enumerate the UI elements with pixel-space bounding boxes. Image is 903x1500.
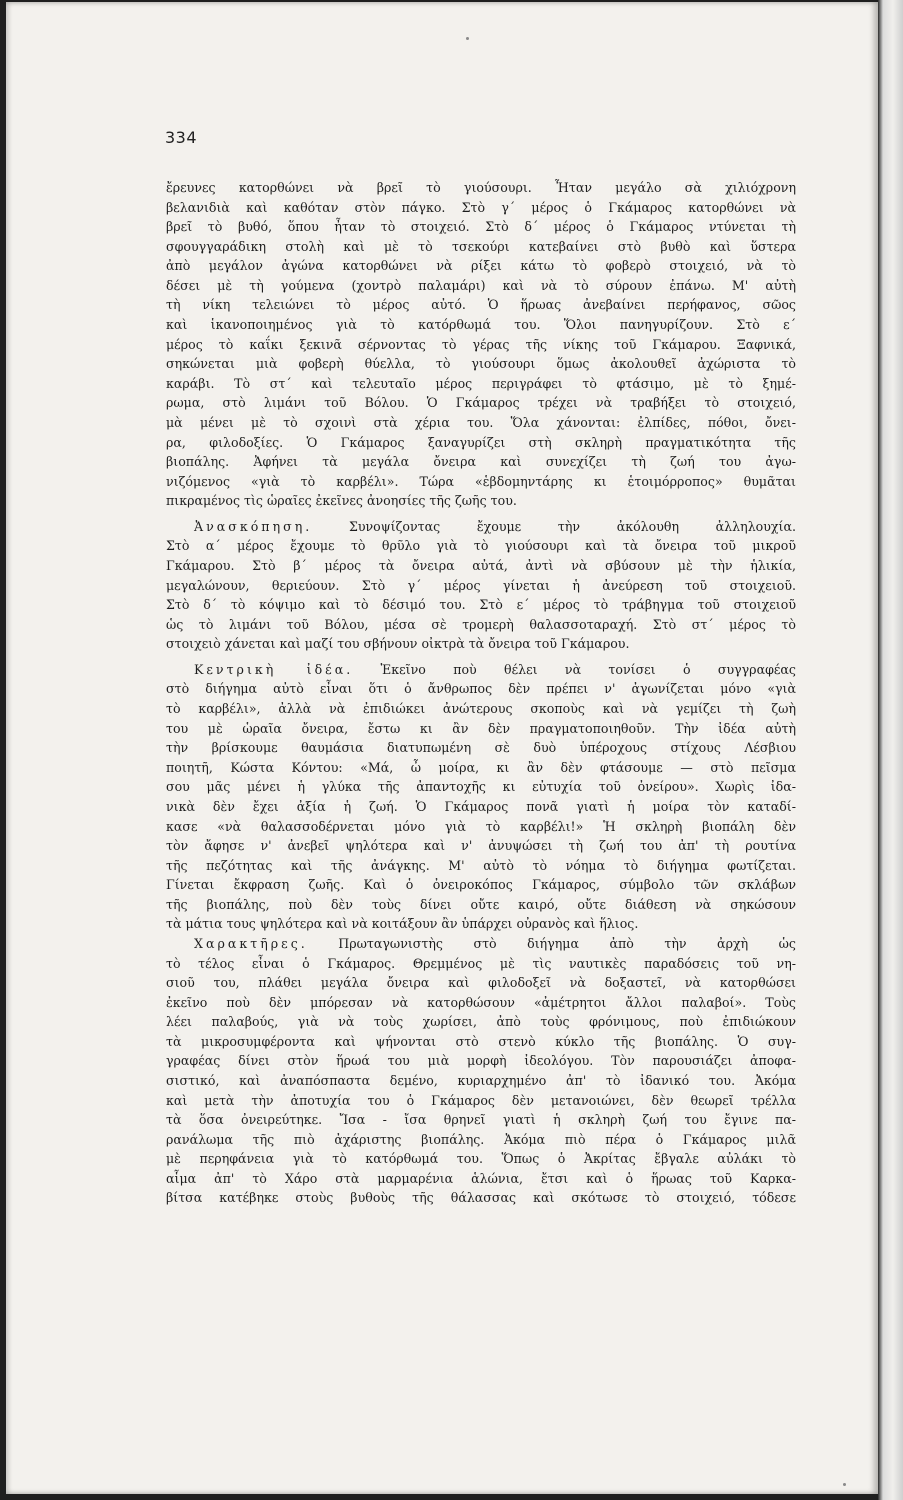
- paragraph-review: [166, 517, 796, 654]
- text-line: τὰ μάτια τους ψηλότερα καὶ νὰ κοιτάξουν ἂν ὑπάρχει οὐρανὸς καὶ ἥλιος.: [166, 916, 639, 932]
- section-heading: Χαρακτῆρες.: [194, 935, 308, 951]
- text-line: τὸ καρβέλι», ἀλλὰ νὰ ἐπιδιώκει ἀνώτερους σκοποὺς καὶ νὰ γεμίζει τὴ ζωὴ: [166, 701, 796, 717]
- text-line: μὰ μένει μὲ τὸ σχοινὶ στὰ χέρια του. Ὅλα χάνονται: ἐλπίδες, πόθοι, ὄνει-: [166, 414, 796, 430]
- text-line: μεγαλώνουν, θεριεύουν. Στὸ γ΄ μέρος γίνεται ἡ ἀνεύρεση τοῦ στοιχειοῦ.: [166, 577, 796, 593]
- text-line: γραφέας δίνει στὸν ἥρωά του μιὰ μορφὴ ἰδεολόγου. Τὸν παρουσιάζει ἀποφα-: [166, 1053, 796, 1069]
- text-line: καράβι. Τὸ στ΄ καὶ τελευταῖο μέρος περιγράφει τὸ φτάσιμο, μὲ τὸ ξημέ-: [166, 375, 796, 391]
- text-line: Κεντρικὴ ἰδέα. Ἐκεῖνο ποὺ θέλει νὰ τονίσει ὁ συγγραφέας: [194, 661, 796, 677]
- text-line: ρα, φιλοδοξίες. Ὁ Γκάμαρος ξαναγυρίζει στὴ σκληρὴ πραγματικότητα τῆς: [166, 434, 796, 450]
- text-line: τὴν βρίσκουμε θαυμάσια διατυπωμένη σὲ δυὸ ὑπέροχους στίχους Λέσβιου: [166, 740, 796, 756]
- text-line: τῆς βιοπάλης, ποὺ δὲν τοὺς δίνει οὔτε καιρό, οὔτε διάθεση νὰ σηκώσουν: [166, 896, 796, 912]
- text-line: Χαρακτῆρες. Πρωταγωνιστὴς στὸ διήγημα ἀπὸ τὴν ἀρχὴ ὡς: [194, 935, 796, 951]
- text-line: μὲ περηφάνεια γιὰ τὸ κατόρθωμά του. Ὅπως ὁ Ἀκρίτας ἔβγαλε αὐλάκι τὸ: [166, 1151, 796, 1167]
- text-line: σιστικό, καὶ ἀναπόσπαστα δεμένο, κυριαρχημένο ἀπ' τὸ ἰδανικό του. Ἀκόμα: [166, 1073, 796, 1089]
- text-line: ἐκεῖνο ποὺ δὲν μπόρεσαν νὰ κατορθώσουν «ἀμέτρητοι ἄλλοι παλαβοί». Τοὺς: [166, 994, 796, 1010]
- paragraph-plot-summary: [166, 178, 796, 511]
- text-line: ἀπὸ μεγάλον ἀγώνα κατορθώνει νὰ ρίξει κάτω τὸ φοβερὸ στοιχειό, νὰ τὸ: [166, 258, 796, 274]
- section-heading: Κεντρικὴ ἰδέα.: [194, 661, 354, 677]
- text-line: σφουγγαράδικη στολὴ καὶ μὲ τὸ τσεκούρι κατεβαίνει στὸ βυθὸ καὶ ὕστερα: [166, 238, 796, 254]
- speck: [466, 37, 469, 40]
- text-line: του μὲ ὡραῖα ὄνειρα, ἔστω κι ἂν δὲν πραγματοποιηθοῦν. Τὴν ἰδέα αὐτὴ: [166, 720, 796, 736]
- text-line: σιοῦ του, πλάθει μεγάλα ὄνειρα καὶ φιλοδοξεῖ νὰ δοξαστεῖ, νὰ κατορθώσει: [166, 975, 796, 991]
- text-line: ρωμα, στὸ λιμάνι τοῦ Βόλου. Ὁ Γκάμαρος τρέχει νὰ τραβήξει τὸ στοιχειό,: [166, 395, 796, 411]
- page-number: 334: [165, 128, 198, 147]
- text-line: μέρος τὸ καΐκι ξεκινᾶ σέρνοντας τὸ γέρας τῆς νίκης τοῦ Γκάμαρου. Ξαφνικά,: [166, 336, 796, 352]
- text-line: ποιητῆ, Κώστα Κόντου: «Μά, ὦ μοίρα, κι ἂν δὲν φτάσουμε — στὸ πεῖσμα: [166, 759, 796, 775]
- text-line: καὶ ἱκανοποιημένος γιὰ τὸ κατόρθωμά του. Ὅλοι πανηγυρίζουν. Στὸ ε΄: [166, 317, 796, 333]
- text-line: σου μᾶς μένει ἡ γλύκα τῆς ἀπαντοχῆς κι εὐτυχία τοῦ ὀνείρου». Χωρὶς ἰδα-: [166, 779, 796, 795]
- text-line: πικραμένος τὶς ὡραῖες ἐκεῖνες ἀνοησίες τῆς ζωῆς του.: [166, 493, 517, 509]
- paragraph-characters: [166, 934, 796, 1208]
- text-line: τὸν ἄφησε ν' ἀνεβεῖ ψηλότερα καὶ ν' ἀνυψώσει τὴ ζωή του ἀπ' τὴ ρουτίνα: [166, 838, 796, 854]
- text-line: σηκώνεται μιὰ φοβερὴ θύελλα, τὸ γιούσουρι ὅμως ἀκολουθεῖ ἀχώριστα τὸ: [166, 356, 796, 372]
- text-line: Ἀνασκόπηση. Συνοψίζοντας ἔχουμε τὴν ἀκόλουθη ἀλληλουχία.: [194, 518, 796, 534]
- text-line: τὸ τέλος εἶναι ὁ Γκάμαρος. Θρεμμένος μὲ τὶς ναυτικὲς παραδόσεις τοῦ νη-: [166, 955, 796, 971]
- text-line: στοιχειὸ χάνεται καὶ μαζί του σβήνουν οἰκτρὰ τὰ ὄνειρα τοῦ Γκάμαρου.: [166, 636, 630, 652]
- page-edge: [878, 0, 903, 1500]
- text-line: λέει παλαβούς, γιὰ νὰ τοὺς χωρίσει, ἀπὸ τοὺς φρόνιμους, ποὺ ἐπιδιώκουν: [166, 1014, 796, 1030]
- text-line: Στὸ α΄ μέρος ἔχουμε τὸ θρῦλο γιὰ τὸ γιούσουρι καὶ τὰ ὄνειρα τοῦ μικροῦ: [166, 538, 796, 554]
- text-line: Γκάμαρου. Στὸ β΄ μέρος τὰ ὄνειρα αὐτά, ἀντὶ νὰ σβύσουν μὲ τὴν ἡλικία,: [166, 557, 796, 573]
- text-line: βίτσα κατέβηκε στοὺς βυθοὺς τῆς θάλασσας καὶ σκότωσε τὸ στοιχειό, τόδεσε: [166, 1190, 796, 1206]
- text-line: νικὰ δὲν ἔχει ἀξία ἡ ζωή. Ὁ Γκάμαρος πονᾶ γιατὶ ἡ μοίρα τὸν καταδί-: [166, 798, 796, 814]
- text-line: τὰ ὅσα ὀνειρεύτηκε. Ἴσα - ἴσα θρηνεῖ γιατὶ ἡ σκληρὴ ζωή του ἔγινε πα-: [166, 1112, 796, 1128]
- text-line: ὡς τὸ λιμάνι τοῦ Βόλου, μέσα σὲ τρομερὴ θαλασσοταραχή. Στὸ στ΄ μέρος τὸ: [166, 616, 796, 632]
- text-line: βελανιδιὰ καὶ καθόταν στὸν πάγκο. Στὸ γ΄ μέρος ὁ Γκάμαρος κατορθώνει νὰ: [166, 199, 796, 215]
- text-line: Γίνεται ἔκφραση ζωῆς. Καὶ ὁ ὀνειροκόπος Γκάμαρος, σύμβολο τῶν σκλάβων: [166, 877, 796, 893]
- text-line: δέσει μὲ τὴ γούμενα (χοντρὸ παλαμάρι) καὶ νὰ τὸ σύρουν ἐπάνω. Μ' αὐτὴ: [166, 277, 796, 293]
- text-line: ρανάλωμα τῆς πιὸ ἀχάριστης βιοπάλης. Ἀκόμα πιὸ πέρα ὁ Γκάμαρος μιλᾶ: [166, 1131, 796, 1147]
- text-line: νιζόμενος «γιὰ τὸ καρβέλι». Τώρα «ἑβδομηντάρης κι ἑτοιμόρροπος» θυμᾶται: [166, 473, 796, 489]
- text-line: καὶ μετὰ τὴν ἀποτυχία του ὁ Γκάμαρος δὲν μετανοιώνει, δὲν θεωρεῖ τρέλλα: [166, 1092, 796, 1108]
- text-line: τῆς πεζότητας καὶ τῆς ἀνάγκης. Μ' αὐτὸ τὸ νόημα τὸ διήγημα φωτίζεται.: [166, 857, 796, 873]
- text-line: κασε «νὰ θαλασσοδέρνεται μόνο γιὰ τὸ καρβέλι!» Ἡ σκληρὴ βιοπάλη δὲν: [166, 818, 796, 834]
- text-line: αἷμα ἀπ' τὸ Χάρο στὰ μαρμαρένια ἁλώνια, ἔτσι καὶ ὁ ἥρωας τοῦ Καρκα-: [166, 1170, 796, 1186]
- text-line: βιοπάλης. Ἀφήνει τὰ μεγάλα ὄνειρα καὶ συνεχίζει τὴ ζωή του ἀγω-: [166, 454, 796, 470]
- text-line: τὰ μικροσυμφέροντα καὶ ψήνονται στὸ στενὸ κύκλο τῆς βιοπάλης. Ὁ συγ-: [166, 1033, 796, 1049]
- body-text: [166, 178, 796, 1208]
- text-line: τὴ νίκη τελειώνει τὸ μέρος αὐτό. Ὁ ἥρωας ἀνεβαίνει περήφανος, σῶος: [166, 297, 796, 313]
- text-line: στὸ διήγημα αὐτὸ εἶναι ὅτι ὁ ἄνθρωπος δὲν πρέπει ν' ἀγωνίζεται μόνο «γιὰ: [166, 681, 796, 697]
- text-line: ἔρευνες κατορθώνει νὰ βρεῖ τὸ γιούσουρι. Ἦταν μεγάλο σὰ χιλιόχρονη: [166, 180, 796, 195]
- text-line: βρεῖ τὸ βυθό, ὅπου ἦταν τὸ στοιχειό. Στὸ δ΄ μέρος ὁ Γκάμαρος ντύνεται τὴ: [166, 219, 796, 235]
- text-line: Στὸ δ΄ τὸ κόψιμο καὶ τὸ δέσιμό του. Στὸ ε΄ μέρος τὸ τράβηγμα τοῦ στοιχειοῦ: [166, 597, 796, 613]
- paragraph-central-idea: [166, 660, 796, 934]
- section-heading: Ἀνασκόπηση.: [194, 518, 313, 534]
- speck: [843, 1483, 846, 1486]
